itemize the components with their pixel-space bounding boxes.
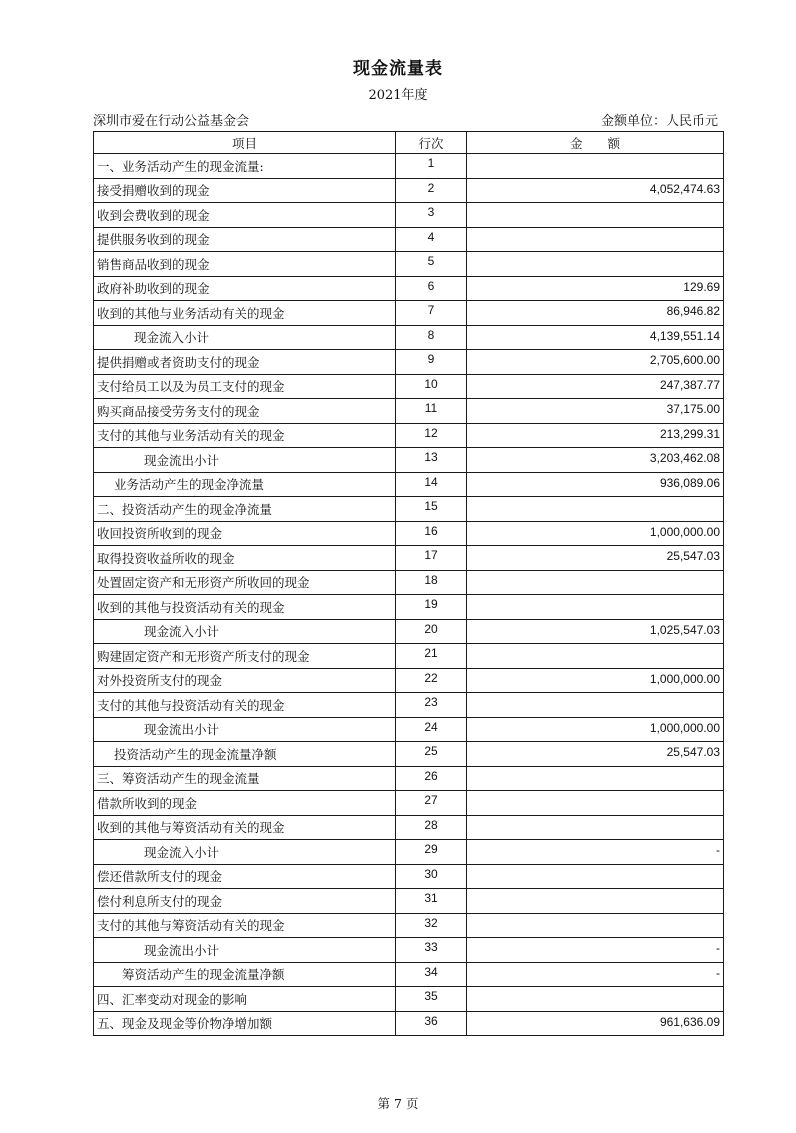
table-row: [94, 889, 724, 914]
row-line-number: 13: [396, 448, 467, 473]
row-line-number: 19: [396, 595, 467, 620]
row-amount: 247,387.77: [467, 374, 724, 399]
row-line-number: 1: [396, 154, 467, 179]
table-row: [94, 619, 724, 644]
row-item-label: 三、筹资活动产生的现金流量: [94, 766, 396, 791]
row-amount: 1,000,000.00: [467, 668, 724, 693]
row-amount: [467, 570, 724, 595]
table-row: [94, 595, 724, 620]
row-item-label: 销售商品收到的现金: [94, 252, 396, 277]
row-amount: 3,203,462.08: [467, 448, 724, 473]
row-amount: 25,547.03: [467, 546, 724, 571]
row-item-label: 现金流出小计: [94, 448, 396, 473]
row-item-label: 购建固定资产和无形资产所支付的现金: [94, 644, 396, 669]
row-amount: 1,000,000.00: [467, 521, 724, 546]
row-item-label: 支付的其他与筹资活动有关的现金: [94, 913, 396, 938]
row-item-label: 偿付利息所支付的现金: [94, 889, 396, 914]
row-item-label: 提供捐赠或者资助支付的现金: [94, 350, 396, 375]
row-amount: 37,175.00: [467, 399, 724, 424]
row-amount: [467, 203, 724, 228]
table-row: [94, 472, 724, 497]
row-amount: [467, 913, 724, 938]
row-amount: 1,025,547.03: [467, 619, 724, 644]
table-row: [94, 497, 724, 522]
row-item-label: 收到的其他与业务活动有关的现金: [94, 301, 396, 326]
row-item-label: 收到会费收到的现金: [94, 203, 396, 228]
row-amount: [467, 497, 724, 522]
row-amount: 25,547.03: [467, 742, 724, 767]
row-line-number: 23: [396, 693, 467, 718]
row-line-number: 20: [396, 619, 467, 644]
row-amount: 4,139,551.14: [467, 325, 724, 350]
row-line-number: 30: [396, 864, 467, 889]
row-line-number: 18: [396, 570, 467, 595]
row-line-number: 32: [396, 913, 467, 938]
column-header-amount: 金 额: [467, 132, 724, 154]
table-row: [94, 350, 724, 375]
document-title: 现金流量表: [353, 59, 443, 79]
table-row: [94, 742, 724, 767]
row-item-label: 二、投资活动产生的现金净流量: [94, 497, 396, 522]
table-row: [94, 423, 724, 448]
table-row: [94, 815, 724, 840]
row-line-number: 31: [396, 889, 467, 914]
table-row: [94, 840, 724, 865]
table-row: [94, 668, 724, 693]
table-row: [94, 227, 724, 252]
table-row: [94, 521, 724, 546]
table-row: [94, 791, 724, 816]
row-item-label: 收回投资所收到的现金: [94, 521, 396, 546]
table-row: [94, 301, 724, 326]
row-item-label: 四、汇率变动对现金的影响: [94, 987, 396, 1012]
row-amount: [467, 766, 724, 791]
row-line-number: 8: [396, 325, 467, 350]
row-line-number: 26: [396, 766, 467, 791]
row-item-label: 取得投资收益所收的现金: [94, 546, 396, 571]
row-line-number: 12: [396, 423, 467, 448]
row-item-label: 筹资活动产生的现金流量净额: [94, 962, 396, 987]
row-item-label: 投资活动产生的现金流量净额: [94, 742, 396, 767]
row-amount: 4,052,474.63: [467, 178, 724, 203]
row-amount: [467, 252, 724, 277]
row-amount: -: [467, 938, 724, 963]
row-line-number: 24: [396, 717, 467, 742]
row-item-label: 现金流入小计: [94, 325, 396, 350]
row-amount: [467, 864, 724, 889]
table-row: [94, 252, 724, 277]
row-amount: [467, 693, 724, 718]
row-item-label: 支付给员工以及为员工支付的现金: [94, 374, 396, 399]
row-item-label: 五、现金及现金等价物净增加额: [94, 1011, 396, 1036]
row-line-number: 21: [396, 644, 467, 669]
table-row: [94, 276, 724, 301]
row-line-number: 25: [396, 742, 467, 767]
table-row: [94, 913, 724, 938]
row-item-label: 现金流入小计: [94, 840, 396, 865]
row-line-number: 22: [396, 668, 467, 693]
table-row: [94, 374, 724, 399]
page-number: 第 7 页: [377, 1096, 419, 1111]
table-body: [94, 154, 724, 1036]
row-line-number: 17: [396, 546, 467, 571]
row-amount: -: [467, 962, 724, 987]
row-amount: [467, 815, 724, 840]
row-line-number: 28: [396, 815, 467, 840]
row-line-number: 2: [396, 178, 467, 203]
row-amount: [467, 644, 724, 669]
table-row: [94, 325, 724, 350]
row-amount: [467, 889, 724, 914]
row-line-number: 35: [396, 987, 467, 1012]
row-line-number: 9: [396, 350, 467, 375]
row-item-label: 业务活动产生的现金净流量: [94, 472, 396, 497]
row-amount: 213,299.31: [467, 423, 724, 448]
row-line-number: 36: [396, 1011, 467, 1036]
row-item-label: 现金流出小计: [94, 938, 396, 963]
row-item-label: 支付的其他与业务活动有关的现金: [94, 423, 396, 448]
row-line-number: 4: [396, 227, 467, 252]
row-item-label: 收到的其他与筹资活动有关的现金: [94, 815, 396, 840]
row-item-label: 一、业务活动产生的现金流量:: [94, 154, 396, 179]
row-item-label: 收到的其他与投资活动有关的现金: [94, 595, 396, 620]
row-amount: 2,705,600.00: [467, 350, 724, 375]
row-line-number: 15: [396, 497, 467, 522]
row-line-number: 27: [396, 791, 467, 816]
row-item-label: 购买商品接受劳务支付的现金: [94, 399, 396, 424]
row-line-number: 34: [396, 962, 467, 987]
table-row: [94, 203, 724, 228]
row-item-label: 偿还借款所支付的现金: [94, 864, 396, 889]
row-amount: [467, 595, 724, 620]
row-item-label: 处置固定资产和无形资产所收回的现金: [94, 570, 396, 595]
row-amount: 1,000,000.00: [467, 717, 724, 742]
row-amount: 129.69: [467, 276, 724, 301]
row-item-label: 借款所收到的现金: [94, 791, 396, 816]
table-row: [94, 546, 724, 571]
currency-unit: 金额单位：人民币元: [600, 114, 718, 129]
row-item-label: 提供服务收到的现金: [94, 227, 396, 252]
organization-name: 深圳市爱在行动公益基金会: [93, 114, 250, 129]
row-item-label: 对外投资所支付的现金: [94, 668, 396, 693]
row-item-label: 接受捐赠收到的现金: [94, 178, 396, 203]
row-line-number: 7: [396, 301, 467, 326]
table-row: [94, 864, 724, 889]
column-header-item: 项目: [94, 132, 396, 154]
row-amount: [467, 154, 724, 179]
row-amount: [467, 791, 724, 816]
row-line-number: 6: [396, 276, 467, 301]
row-line-number: 3: [396, 203, 467, 228]
table-row: [94, 938, 724, 963]
row-amount: 936,089.06: [467, 472, 724, 497]
table-header-row: [94, 132, 724, 154]
table-row: [94, 154, 724, 179]
table-row: [94, 962, 724, 987]
row-amount: -: [467, 840, 724, 865]
row-line-number: 5: [396, 252, 467, 277]
column-header-line: 行次: [396, 132, 467, 154]
row-line-number: 11: [396, 399, 467, 424]
row-item-label: 现金流入小计: [94, 619, 396, 644]
table-row: [94, 448, 724, 473]
table-row: [94, 766, 724, 791]
table-row: [94, 178, 724, 203]
document-year: 2021年度: [368, 88, 428, 103]
row-amount: 961,636.09: [467, 1011, 724, 1036]
cash-flow-table: [93, 131, 724, 1036]
row-item-label: 现金流出小计: [94, 717, 396, 742]
table-row: [94, 717, 724, 742]
row-line-number: 14: [396, 472, 467, 497]
table-row: [94, 570, 724, 595]
row-item-label: 政府补助收到的现金: [94, 276, 396, 301]
row-amount: 86,946.82: [467, 301, 724, 326]
row-item-label: 支付的其他与投资活动有关的现金: [94, 693, 396, 718]
row-line-number: 10: [396, 374, 467, 399]
row-line-number: 33: [396, 938, 467, 963]
row-line-number: 16: [396, 521, 467, 546]
row-line-number: 29: [396, 840, 467, 865]
table-row: [94, 399, 724, 424]
row-amount: [467, 987, 724, 1012]
table-row: [94, 1011, 724, 1036]
table-row: [94, 987, 724, 1012]
table-row: [94, 644, 724, 669]
row-amount: [467, 227, 724, 252]
table-row: [94, 693, 724, 718]
